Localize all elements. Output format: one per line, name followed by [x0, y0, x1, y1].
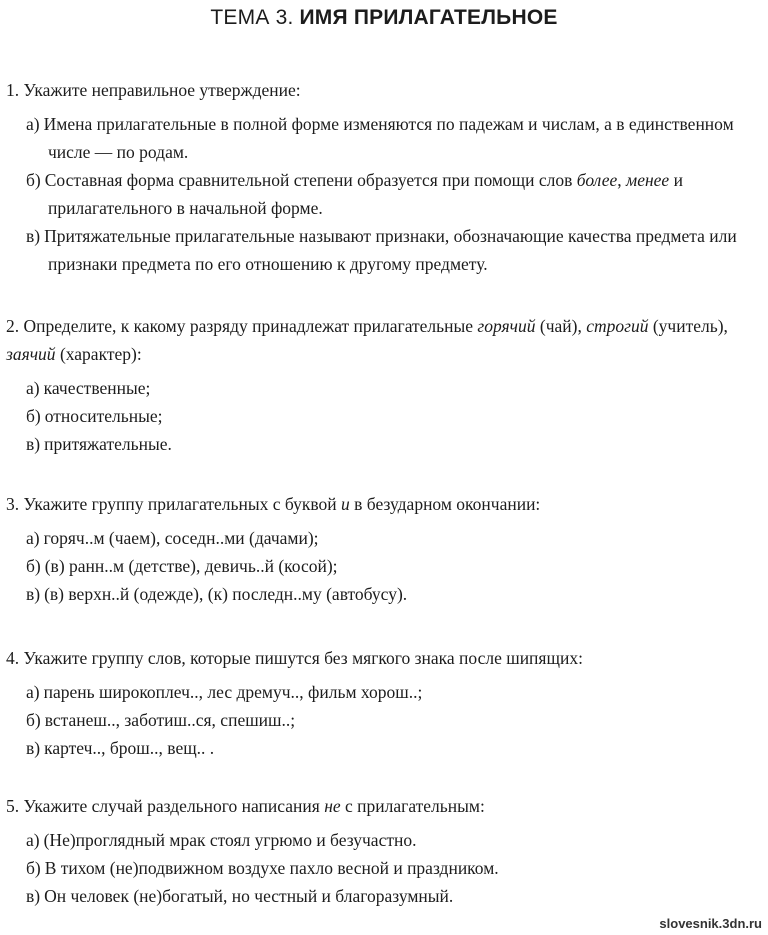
question-text: Укажите случай раздельного написания	[23, 796, 320, 816]
option-text: Притяжательные прилагательные называют признаки, обозначающие качества предмета или признаки предмета по его отношению к другому предмету.	[44, 226, 737, 274]
option-b	[0, 552, 768, 580]
question-number: 5.	[6, 796, 20, 816]
option-letter: б)	[26, 170, 41, 190]
question-emphasis: строгий	[586, 316, 649, 336]
option-text: В тихом (не)подвижном воздухе пахло весной и праздником.	[44, 858, 499, 878]
option-c	[0, 430, 768, 458]
option-a	[0, 678, 768, 706]
option-letter: в)	[26, 886, 41, 906]
option-text: Имена прилагательные в полной форме изменяются по падежам и числам, а в единственном числе — по родам.	[43, 114, 734, 162]
question-number: 4.	[6, 648, 20, 668]
page-title	[0, 6, 768, 30]
option-text: горяч..м (чаем), соседн..ми (дачами);	[43, 528, 319, 548]
question-stem	[0, 312, 768, 368]
option-c	[0, 580, 768, 608]
option-text: (в) ранн..м (детстве), девичь..й (косой);	[44, 556, 338, 576]
question-number: 3.	[6, 494, 20, 514]
question-text: с прилагательным:	[345, 796, 485, 816]
question-number: 2.	[6, 316, 20, 336]
option-c	[0, 222, 768, 278]
option-a	[0, 524, 768, 552]
option-emphasis: менее	[626, 170, 670, 190]
option-letter: б)	[26, 556, 41, 576]
option-a	[0, 826, 768, 854]
option-letter: а)	[26, 114, 40, 134]
option-b	[0, 166, 768, 222]
option-letter: в)	[26, 226, 41, 246]
question-text: Укажите группу прилагательных с буквой	[23, 494, 337, 514]
option-letter: б)	[26, 858, 41, 878]
option-letter: в)	[26, 584, 41, 604]
question-3	[0, 490, 768, 608]
option-letter: а)	[26, 378, 40, 398]
option-a	[0, 110, 768, 166]
option-b	[0, 402, 768, 430]
option-text: встанеш.., заботиш..ся, спешиш..;	[44, 710, 296, 730]
option-text: (в) верхн..й (одежде), (к) последн..му (автобусу).	[44, 584, 408, 604]
option-text: парень широкоплеч.., лес дремуч.., фильм хорош..;	[43, 682, 423, 702]
question-5	[0, 792, 768, 910]
option-c	[0, 882, 768, 910]
topic-number: ТЕМА 3.	[210, 6, 294, 29]
question-text: (характер):	[59, 344, 142, 364]
question-stem	[0, 792, 768, 820]
option-emphasis: более	[576, 170, 618, 190]
question-stem	[0, 490, 768, 518]
option-letter: а)	[26, 682, 40, 702]
question-2	[0, 312, 768, 458]
option-a	[0, 374, 768, 402]
question-text: в безударном окончании:	[354, 494, 541, 514]
option-text: притяжательные.	[44, 434, 172, 454]
question-emphasis: не	[324, 796, 341, 816]
question-stem	[0, 76, 768, 104]
option-b	[0, 854, 768, 882]
question-text: Укажите группу слов, которые пишутся без мягкого знака после шипящих:	[23, 648, 583, 668]
question-stem	[0, 644, 768, 672]
question-text: Укажите неправильное утверждение:	[23, 80, 301, 100]
option-b	[0, 706, 768, 734]
option-text: картеч.., брош.., вещ.. .	[44, 738, 215, 758]
question-emphasis: заячий	[6, 344, 56, 364]
option-separator: ,	[617, 170, 622, 190]
question-text: (чай),	[539, 316, 582, 336]
option-letter: в)	[26, 434, 41, 454]
option-text: качественные;	[43, 378, 151, 398]
option-letter: б)	[26, 710, 41, 730]
option-text: Он человек (не)богатый, но честный и благоразумный.	[44, 886, 454, 906]
option-letter: а)	[26, 528, 40, 548]
site-watermark: slovesnik.3dn.ru	[659, 916, 762, 931]
option-letter: б)	[26, 406, 41, 426]
topic-title: ИМЯ ПРИЛАГАТЕЛЬНОЕ	[299, 6, 558, 29]
question-text: Определите, к какому разряду принадлежат прилагательные	[23, 316, 474, 336]
option-text: и прилагательного в начальной форме.	[48, 170, 683, 218]
option-letter: а)	[26, 830, 40, 850]
option-letter: в)	[26, 738, 41, 758]
option-c	[0, 734, 768, 762]
question-1	[0, 76, 768, 278]
question-text: (учитель),	[652, 316, 728, 336]
option-text: (Не)проглядный мрак стоял угрюмо и безучастно.	[43, 830, 417, 850]
question-number: 1.	[6, 80, 20, 100]
question-emphasis: горячий	[477, 316, 536, 336]
question-emphasis: и	[341, 494, 350, 514]
option-text: относительные;	[44, 406, 163, 426]
question-4	[0, 644, 768, 762]
option-text: Составная форма сравнительной степени образуется при помощи слов	[44, 170, 573, 190]
